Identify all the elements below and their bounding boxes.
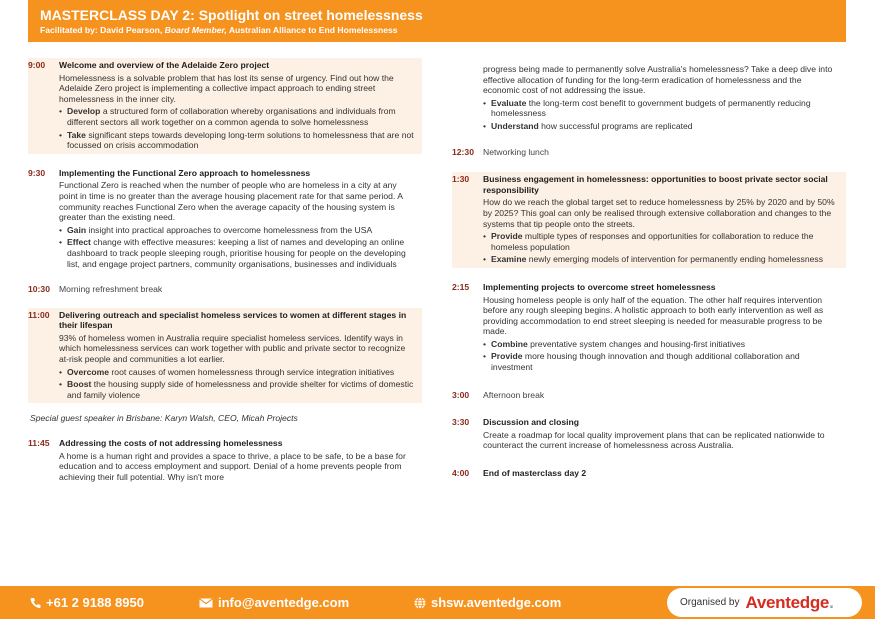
bullet-keyword: Boost [67, 379, 92, 390]
bullet-item [483, 121, 840, 132]
brand-accent: edge [790, 592, 830, 612]
session-time: 11:45 [28, 438, 50, 449]
session-description: Functional Zero is reached when the number of people who are homeless in a city at any point in time is no greater than the average housing placement rate for that same period. A community reaches Functional Zero when the average capacity of the housing system is greater than the existing need. [59, 180, 403, 223]
session-130 [452, 172, 846, 268]
session-215 [452, 280, 846, 376]
session-title: Discussion and closing [483, 417, 579, 428]
footer-phone[interactable] [30, 595, 144, 610]
session-title: Implementing the Functional Zero approach to homelessness [59, 167, 311, 178]
bullet-text: insight into practical approaches to overcome homelessness from the USA [86, 224, 373, 235]
facilitator-role: Board Member, [164, 25, 227, 35]
session-description: progress being made to permanently solve Australia's homelessness? Take a deep dive into effective allocation of funding for the long-term eradication of homelessness and the economic cost of not addressing the issue. [483, 64, 833, 96]
session-title: End of masterclass day 2 [483, 468, 587, 479]
session-title: Delivering outreach and specialist homeless services to women at different stages in their lifespan [59, 309, 407, 331]
footer-website[interactable] [414, 595, 561, 610]
footer-email[interactable] [199, 595, 349, 610]
bullet-item [59, 106, 416, 127]
phone-icon [30, 597, 41, 609]
email-icon [199, 598, 213, 608]
session-time: 3:00 [452, 389, 470, 400]
bullet-keyword: Develop [67, 106, 101, 117]
brand-dot: . [829, 592, 834, 612]
session-description: How do we reach the global target set to reduce homelessness by 25% by 2020 and by 50% by 2025? This goal can only be realised through extensive collaboration and changes to the systems that tip people onto the streets. [483, 197, 835, 229]
session-930 [28, 166, 422, 272]
website-url: shsw.aventedge.com [431, 595, 562, 610]
bullet-keyword: Evaluate [491, 97, 527, 108]
session-description: Homelessness is a solvable problem that has lost its sense of urgency. Find out how the Adelaide Zero project is implementing a collective impact approach to ending street homelessness in the inner city. [59, 72, 394, 104]
bullet-item [483, 254, 840, 265]
organiser-badge [667, 588, 862, 617]
bullet-keyword: Take [67, 129, 86, 140]
bullet-text: significant steps towards developing long-term solutions to homelessness that are not focussed on crisis accommodation [67, 129, 414, 151]
bullet-keyword: Combine [491, 338, 528, 349]
bullet-item [59, 225, 416, 236]
bullet-text: preventative system changes and housing-first initiatives [527, 338, 746, 349]
bullet-item [59, 379, 416, 400]
session-title: Business engagement in homelessness: opportunities to boost private sector social responsibility [483, 174, 828, 195]
bullet-text: more housing though innovation and though additional collaboration and investment [491, 351, 800, 373]
session-400 [452, 466, 846, 482]
session-300 [452, 388, 846, 404]
bullet-item [483, 351, 840, 372]
session-330 [452, 415, 846, 454]
guest-speaker-note: Special guest speaker in Brisbane: Karyn Walsh, CEO, Micah Projects [30, 413, 298, 424]
session-title: Afternoon break [483, 389, 545, 400]
bullet-text: the housing supply side of homelessness and provide shelter for victims of domestic and family violence [67, 379, 414, 400]
bullet-text: a structured form of collaboration whereby organisations and individuals from different sectors all work together on a common agenda to solve homelessness [67, 106, 396, 127]
right-column [452, 60, 846, 482]
bullet-item [59, 130, 416, 151]
bullet-text: change with effective measures: keeping a list of names and developing an online dashboard to track people sleeping rough, prioritise housing for people on the developing list, and engage project partners, community organisations, businesses and individuals [67, 237, 406, 269]
bullet-keyword: Examine [491, 254, 527, 265]
session-time: 1:30 [452, 174, 470, 185]
session-title: Welcome and overview of the Adelaide Zero project [59, 60, 270, 70]
bullet-item [483, 98, 840, 119]
bullet-keyword: Effect [67, 237, 91, 248]
facilitator-line [40, 25, 846, 36]
session-time: 4:00 [452, 468, 470, 479]
session-description: Create a roadmap for local quality improvement plans that can be replicated nationwide to counteract the current increase of homelessness across Australia. [483, 429, 825, 451]
brand-main: Avent [745, 592, 791, 612]
bullet-text: the long-term cost benefit to government budgets of permanently reducing homelessness [491, 97, 811, 119]
bullet-keyword: Gain [67, 224, 87, 235]
session-time: 9:30 [28, 167, 46, 178]
session-time: 11:00 [28, 309, 50, 320]
session-time: 10:30 [28, 284, 50, 295]
facilitator-name: Facilitated by: David Pearson, [40, 25, 165, 35]
page-header [28, 0, 846, 42]
globe-icon [414, 597, 426, 609]
page-title: MASTERCLASS DAY 2: Spotlight on street homelessness [40, 7, 423, 23]
bullet-keyword: Provide [491, 231, 523, 242]
session-description: Housing homeless people is only half of the equation. The other half requires intervention before any rough sleeping begins. A holistic approach to both early intervention as well as providing accommodation to end street sleeping is needed for measurable progress to be made. [483, 294, 824, 337]
session-1145-continued [452, 60, 846, 135]
bullet-item [483, 231, 840, 252]
session-900 [28, 58, 422, 154]
bullet-keyword: Understand [491, 120, 539, 131]
bullet-keyword: Overcome [67, 366, 110, 377]
session-title: Implementing projects to overcome street homelessness [483, 281, 716, 292]
session-description: 93% of homeless women in Australia require specialist homeless services. Identify ways in which homelessness services can work together with public and private sector to recognize at-risk people and communities a lot earlier. [59, 332, 406, 365]
bullet-text: multiple types of responses and opportunities for collaboration to reduce the homeless population [491, 231, 814, 252]
left-column [28, 58, 422, 485]
bullet-text: newly emerging models of intervention for permanently ending homelessness [526, 254, 824, 265]
bullet-keyword: Provide [491, 351, 523, 362]
session-title: Networking lunch [483, 146, 549, 157]
session-1230 [452, 145, 846, 161]
bullet-text: root causes of women homelessness through service integration initiatives [109, 366, 395, 377]
aventedge-logo [745, 593, 833, 613]
session-1030 [28, 282, 422, 298]
email-address: info@aventedge.com [218, 595, 350, 610]
bullet-text: how successful programs are replicated [538, 120, 693, 131]
session-1100 [28, 308, 422, 404]
bullet-item [59, 237, 416, 269]
organised-by-label: Organised by [680, 597, 740, 608]
session-title: Morning refreshment break [59, 284, 163, 295]
session-time: 3:30 [452, 417, 470, 428]
phone-number: +61 2 9188 8950 [46, 595, 144, 610]
bullet-item [483, 339, 840, 350]
session-time: 9:00 [28, 60, 46, 70]
session-description: A home is a human right and provides a space to thrive, a place to be safe, to be a base for education and to access employment and support. Denial of a home prevents people from achieving their full potential. Why isn't more [59, 450, 406, 482]
session-time: 2:15 [452, 281, 470, 292]
session-1145 [28, 436, 422, 485]
session-time: 12:30 [452, 146, 474, 157]
bullet-item [59, 367, 416, 378]
facilitator-org: Australian Alliance to End Homelessness [226, 25, 398, 35]
session-title: Addressing the costs of not addressing homelessness [59, 438, 283, 449]
